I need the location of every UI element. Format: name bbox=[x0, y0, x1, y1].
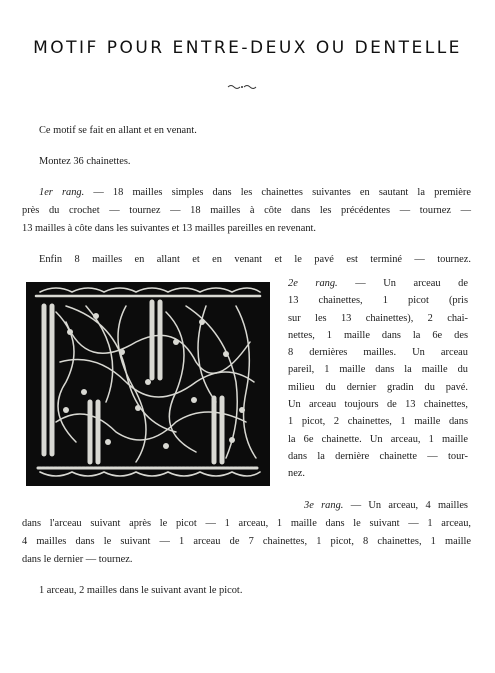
rang-1-line-1: — 18 mailles simples dans les chainettes suivantes en sautant la première bbox=[93, 187, 471, 198]
rang-2-line: 13 chainettes, 1 picot (pris bbox=[288, 295, 468, 307]
rang-3-line-3: 4 mailles dans le suivant — 1 arceau de 7 chainettes, 1 picot, 8 chainettes, 1 maille bbox=[22, 536, 471, 547]
rang-2-line: milieu du dernier gradin du pavé. bbox=[288, 381, 468, 393]
rang-2-line: dans la dernière chainette — tour- bbox=[288, 450, 468, 462]
rang-2-line: sur les 13 chainettes), 2 chai- bbox=[288, 312, 468, 324]
rang-3-line-2: dans l'arceau suivant après le picot — 1 arceau, 1 maille dans le suivant — 1 arceau, bbox=[22, 518, 471, 529]
paragraph-intro: Ce motif se fait en allant et en venant. bbox=[39, 125, 197, 136]
rang-2-line: 2e rang. — Un arceau de bbox=[288, 278, 468, 289]
rang-1-label: 1er rang. bbox=[39, 187, 85, 198]
page-title: MOTIF POUR ENTRE-DEUX OU DENTELLE bbox=[33, 38, 462, 58]
rang-1-line-2: près du crochet — tournez — 18 mailles à côte dans les précédentes — tournez — bbox=[22, 205, 471, 216]
rang-2-line: la 6e chainette. Un arceau, 1 maille bbox=[288, 433, 468, 445]
rang-2-line: nez. bbox=[288, 468, 306, 480]
rang-2-line: 8 dernières mailles. Un arceau bbox=[288, 347, 468, 359]
paragraph-final: 1 arceau, 2 mailles dans le suivant avant le picot. bbox=[39, 585, 243, 596]
paragraph-montez: Montez 36 chainettes. bbox=[39, 156, 131, 167]
rang-2-line: nettes, 1 maille dans la 6e des bbox=[288, 329, 468, 341]
rang-1-line-3: 13 mailles à côte dans les suivantes et 13 mailles pareilles en revenant. bbox=[22, 223, 317, 234]
rang-3-line-4: dans le dernier — tournez. bbox=[22, 554, 133, 565]
rang-3-line-1: — Un arceau, 4 mailles bbox=[350, 500, 468, 511]
rang-2-line: Un arceau toujours de 13 chainettes, bbox=[288, 399, 468, 411]
rang-2-line: pareil, 1 maille dans la maille du bbox=[288, 364, 468, 376]
rang-2-line: 1 picot, 2 chainettes, 1 maille dans bbox=[288, 416, 468, 428]
rang-2-column bbox=[288, 275, 468, 483]
rang-2-label: 2e rang. bbox=[288, 278, 338, 289]
paragraph-pave: Enfin 8 mailles en allant et en venant et le pavé est terminé — tournez. bbox=[39, 254, 471, 265]
ornament-divider bbox=[226, 84, 260, 90]
lace-photograph bbox=[26, 282, 270, 486]
rang-3-label: 3e rang. bbox=[304, 500, 344, 511]
